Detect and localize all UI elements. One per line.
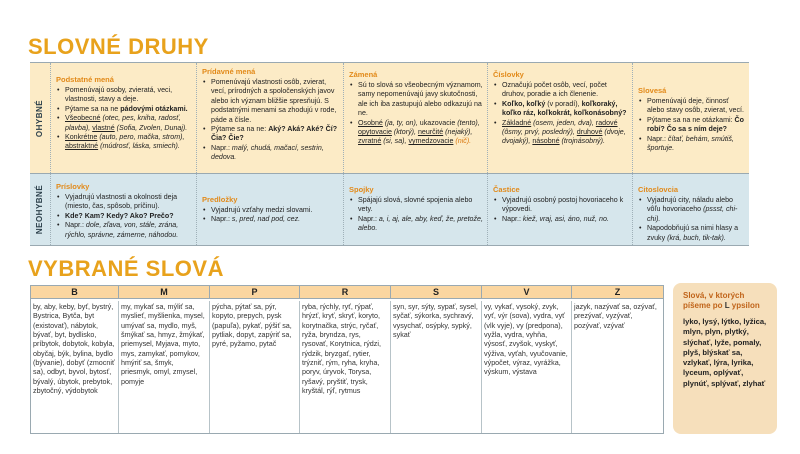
word-list-r: ryba, rýchly, ryť, rýpať, hrýzť, kryť, skryť, koryto, korytnačka, strýc, ryčať, ryža, bryndza, rys, rysovať, Korytnica, rýdzi, rýdzik, bryzgať, rytier, trýzniť, rým, ryha, kryha, poryv, úryvok, Torysa, ryšavý, pryštiť, trysk, kryštál, rýľ, rytmus xyxy=(299,301,391,433)
word-class-bullets xyxy=(493,196,628,224)
header-cell-s: S xyxy=(390,285,482,299)
word-class-bullets xyxy=(202,206,339,225)
bullet-item: • Koľko, koľký (v poradí), koľkoraký, koľko ráz, koľkokrát, koľkonásobný? xyxy=(502,100,628,119)
section-title-vybrane-slova: VYBRANÉ SLOVÁ xyxy=(28,256,224,281)
word-class-cell xyxy=(632,185,749,245)
bullet-item: • Napr.: s, pred, nad pod, cez. xyxy=(211,215,339,224)
bullet-item: • Spájajú slová, slovné spojenia alebo vety. xyxy=(358,196,483,215)
word-list-z: jazyk, nazývať sa, ozývať, prezývať, vyzývať, pozývať, vzývať xyxy=(574,302,657,330)
word-class-title: Zámená xyxy=(349,70,378,79)
word-class-bullets xyxy=(349,196,483,234)
bullet-item: • Všeobecné (otec, pes, kniha, radosť, plavba), vlastné (Sofia, Zvolen, Dunaj). xyxy=(65,114,192,133)
bullet-item: • Základné (osem, jeden, dva), radové (ôsmy, prvý, posledný), druhové (dvoje, dvojaký), násobné (trojnásobný). xyxy=(502,119,628,147)
table-top-border xyxy=(30,62,749,63)
bullet-item: • Pýtame sa na ne pádovými otázkami. xyxy=(65,105,192,114)
bullet-item: • Označujú počet osôb, vecí, počet druhov, poradie a ich členenie. xyxy=(502,81,628,100)
bullet-item: • Vyjadrujú osobný postoj hovoriaceho k výpovedi. xyxy=(502,196,628,215)
bullet-item: • Pýtame sa na ne otázkami: Čo robí? Čo sa s ním deje? xyxy=(647,116,745,135)
word-class-cell xyxy=(196,195,343,245)
bullet-item: • Pomenúvajú vlastnosti osôb, zvierat, vecí, prírodných a spoločenských javov alebo ich význam bližšie spresňujú. S podstatnými menami sa zhodujú v rode, páde a čísle. xyxy=(211,78,339,125)
word-list-v: vy, vykať, vysoký, zvyk, vyť, výr (sova), vydra, vyť (vlk vyje), vy (predpona), vyžla, vydra, vyhňa, výsosť, zvyšok, vyskyť, výživa, vyťah, vyučovanie, výpočet, výraz, vyrážka, výskum, výstava xyxy=(481,301,572,433)
word-class-title: Citoslovcia xyxy=(638,185,679,194)
ohybne-label: OHYBNÉ xyxy=(35,99,45,137)
bullet-item: • Vyjadrujú vlastnosti a okolnosti deja (miesto, čas, spôsob, príčinu). xyxy=(65,193,192,212)
word-class-cell xyxy=(196,67,343,173)
word-class-cell xyxy=(50,182,196,245)
side-box-words: lyko, lysý, lýtko, lyžica, mlyn, plyn, plytký, slýchať, lyže, pomaly, plyš, blýskať sa, vzlykať, lýra, lyrika, lyceum, oplývať, plynúť, splývať, zlyhať xyxy=(683,317,767,388)
bullet-item: • Napr.: čítať, behám, smútiš, športuje. xyxy=(647,135,745,154)
word-class-cell xyxy=(343,70,487,173)
word-class-bullets xyxy=(349,81,483,147)
bullet-item: • Pomenúvajú osoby, zvieratá, veci, vlastnosti, stavy a deje. xyxy=(65,86,192,105)
word-class-title: Spojky xyxy=(349,185,374,194)
word-class-title: Podstatné mená xyxy=(56,75,114,84)
bullet-item: • Kde? Kam? Kedy? Ako? Prečo? xyxy=(65,212,192,221)
bullet-item: • Vyjadrujú city, náladu alebo vôľu hovoriaceho (pssst, chi-chi). xyxy=(647,196,745,224)
bullet-item: • Pýtame sa na ne: Aký? Aká? Aké? Čí? Čia? Čie? xyxy=(211,125,339,144)
header-cell-b: B xyxy=(30,285,119,299)
band-divider xyxy=(30,173,749,174)
word-class-bullets xyxy=(638,97,745,153)
word-class-bullets xyxy=(638,196,745,243)
bullet-item: • Konkrétne (auto, pero, mačka, strom), abstraktné (múdrosť, láska, smiech). xyxy=(65,133,192,152)
bullet-item: • Napr.: dole, zľava, von, stále, zrána, rýchlo, správne, zámerne, náhodou. xyxy=(65,221,192,240)
header-cell-v: V xyxy=(481,285,572,299)
section-title-slovne-druhy: SLOVNÉ DRUHY xyxy=(28,34,209,59)
bullet-item: • Napr.: malý, chudá, mačací, sestrin, dedova. xyxy=(211,144,339,163)
bullet-item: • Sú to slová so všeobecným významom, samy nepomenúvajú javy skutočnosti, ale ich iba zastupujú alebo odkazujú na ne. xyxy=(358,81,483,119)
bullet-item: • Napr.: a, i, aj, ale, aby, keď, že, pretože, alebo. xyxy=(358,215,483,234)
table-bottom-border xyxy=(30,245,749,246)
word-class-bullets xyxy=(56,86,192,152)
word-list-p: pýcha, pýtať sa, pýr, kopyto, prepych, pysk (papuľa), pykať, pýšiť sa, pytliak, dopyt, zapýriť sa, pyré, pyžamo, pytač xyxy=(209,301,300,433)
header-cell-r: R xyxy=(299,285,391,299)
word-class-cell xyxy=(487,185,632,245)
header-cell-p: P xyxy=(209,285,300,299)
word-list-s: syn, syr, sýty, sypať, sysel, syčať, sýkorka, sychravý, vysychať, osýpky, sypký, sykať xyxy=(390,301,482,433)
word-class-cell xyxy=(343,185,487,245)
word-class-bullets xyxy=(493,81,628,147)
neohybne-label: NEOHYBNÉ xyxy=(35,184,45,234)
word-class-cell xyxy=(487,70,632,173)
word-class-cell xyxy=(632,86,749,173)
word-class-title: Číslovky xyxy=(493,70,524,79)
word-class-bullets xyxy=(56,193,192,240)
word-class-title: Slovesá xyxy=(638,86,667,95)
bullet-item: • Napodobňujú sa nimi hlasy a zvuky (krá, buch, tik-tak). xyxy=(647,224,745,243)
word-class-cell xyxy=(50,75,196,173)
word-class-title: Častice xyxy=(493,185,520,194)
word-class-title: Predložky xyxy=(202,195,238,204)
word-list-m: my, mykať sa, mýliť sa, myslieť, myšlienka, mysel, umývať sa, mydlo, myš, šmýkať sa, hmyz, žmýkať, priemysel, Myjava, myto, mys, zamykať, pomykov, hmýriť sa, šmyk, priesmyk, omyl, zmysel, pomyje xyxy=(118,301,210,433)
word-class-title: Príslovky xyxy=(56,182,90,191)
bullet-item: • Pomenúvajú deje, činnosť alebo stavy osôb, zvierat, vecí. xyxy=(647,97,745,116)
header-cell-z: Z xyxy=(571,285,664,299)
word-list-b: by, aby, keby, byť, bystrý, Bystrica, Bytča, byt (existovať), nábytok, bývať, byt, bydlisko, príbytok, dobytok, kobyla, obyčaj, býk, bylina, bydlo (bývanie), dobyť (zmocniť sa), odbyt, byvol, bytosť, bývalý, úbytok, prebytok, zbytočný, výdobytok xyxy=(30,301,119,433)
side-box-ypsilon-after-l xyxy=(673,283,777,434)
word-class-title: Prídavné mená xyxy=(202,67,256,76)
side-box-title: Slová, v ktorých píšeme po L ypsilon xyxy=(683,291,760,310)
bullet-item: • Vyjadrujú vzťahy medzi slovami. xyxy=(211,206,339,215)
bullet-item: • Napr.: kiež, vraj, asi, áno, nuž, no. xyxy=(502,215,628,224)
header-cell-m: M xyxy=(118,285,210,299)
word-class-bullets xyxy=(202,78,339,163)
bullet-item: • Osobné (ja, ty, on), ukazovacie (tento), opytovacie (ktorý), neurčité (nejaký), zvratné (si, sa), vymedzovacie (nič). xyxy=(358,119,483,147)
